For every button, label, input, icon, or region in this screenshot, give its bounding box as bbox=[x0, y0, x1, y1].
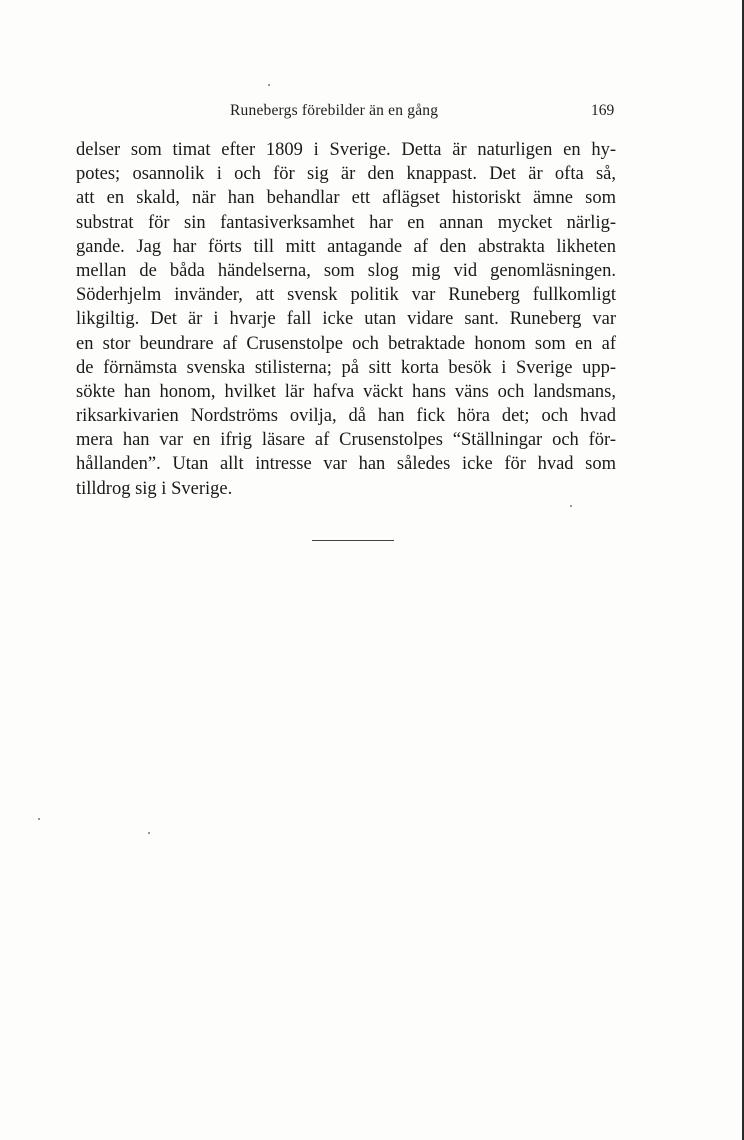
text-line: potes; osannolik i och för sig är den knappast. Det är ofta så, bbox=[76, 164, 616, 185]
page-header bbox=[0, 102, 744, 126]
scan-speck bbox=[570, 505, 572, 507]
text-line: de förnämsta svenska stilisterna; på sitt korta besök i Sverige upp- bbox=[76, 357, 616, 378]
text-line: sökte han honom, hvilket lär hafva väckt hans väns och landsmans, bbox=[76, 381, 616, 402]
running-head: Runebergs förebilder än en gång bbox=[230, 102, 439, 119]
scan-speck bbox=[38, 818, 40, 820]
text-line: mellan de båda händelserna, som slog mig vid genomläsningen. bbox=[76, 260, 616, 281]
body-text bbox=[76, 138, 616, 501]
text-line: likgiltig. Det är i hvarje fall icke utan vidare sant. Runeberg var bbox=[76, 309, 616, 330]
scan-speck bbox=[268, 84, 270, 86]
text-line: en stor beundrare af Crusenstolpe och betraktade honom som en af bbox=[76, 333, 616, 354]
text-line-last: tilldrog sig i Sverige. bbox=[76, 478, 233, 499]
text-line: delser som timat efter 1809 i Sverige. Detta är naturligen en hy- bbox=[76, 140, 616, 160]
text-line: mera han var en ifrig läsare af Crusenstolpes “Ställningar och för- bbox=[76, 430, 616, 451]
text-line: substrat för sin fantasiverksamhet har en annan mycket närlig- bbox=[76, 212, 616, 233]
scan-speck bbox=[148, 832, 150, 834]
section-end-rule bbox=[312, 540, 394, 541]
text-line: hållanden”. Utan allt intresse var han således icke för hvad som bbox=[76, 454, 616, 475]
text-line: riksarkivarien Nordströms ovilja, då han fick höra det; och hvad bbox=[76, 406, 616, 427]
text-line: Söderhjelm invänder, att svensk politik var Runeberg fullkomligt bbox=[76, 285, 616, 306]
text-line: gande. Jag har förts till mitt antagande af den abstrakta likheten bbox=[76, 236, 616, 257]
text-line: att en skald, när han behandlar ett aflägset historiskt ämne som bbox=[76, 188, 616, 209]
page-number: 169 bbox=[591, 102, 615, 119]
